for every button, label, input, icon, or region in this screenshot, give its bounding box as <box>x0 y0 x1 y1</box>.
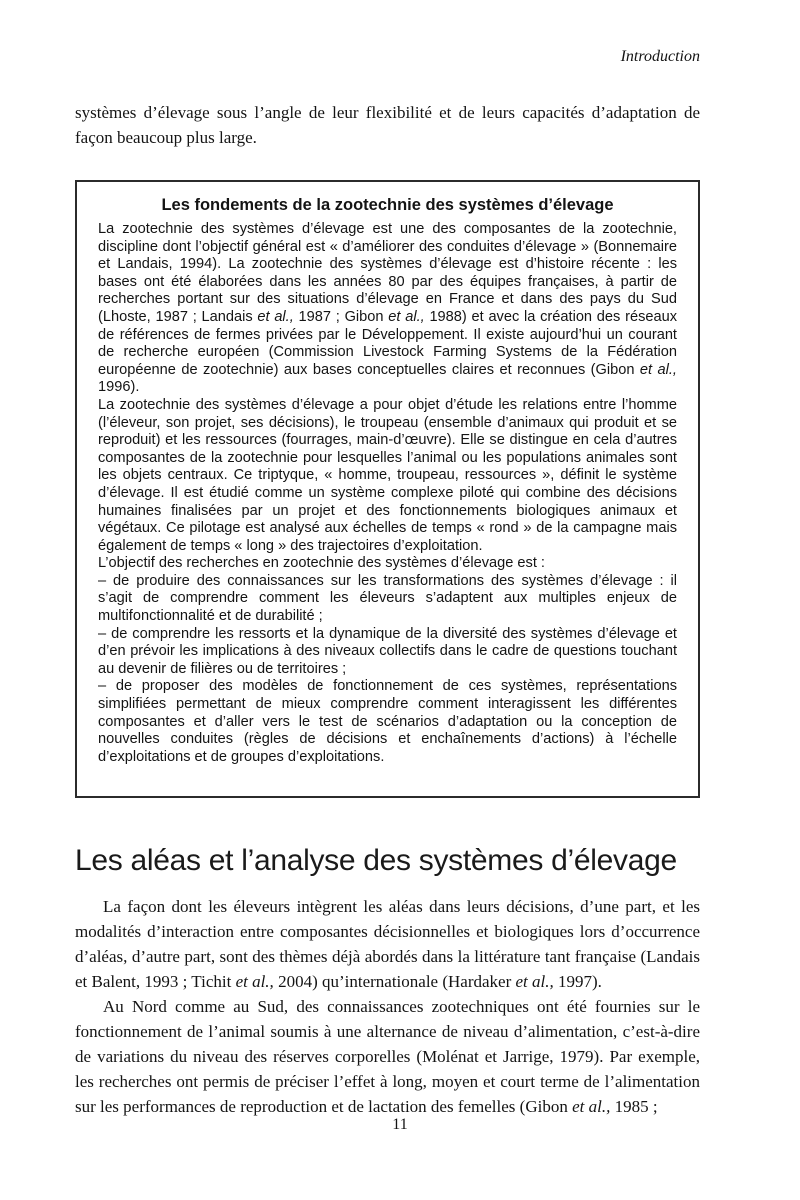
text-column <box>75 0 700 1119</box>
running-head: Introduction <box>620 48 700 65</box>
section-heading: Les aléas et l’analyse des systèmes d’élevage <box>75 844 677 878</box>
box-bullet-3: – de proposer des modèles de fonctionnement de ces systèmes, représentations simplifiées permettant de mieux comprendre comment interagissent les différentes composantes et d’aller vers le test de scénarios d’adaptation ou la conception de nouvelles conduites (règles de décisions et enchaînements d’actions) à l’échelle d’exploitations et de groupes d’exploitations. <box>98 678 677 765</box>
box-title: Les fondements de la zootechnie des systèmes d’élevage <box>161 196 614 214</box>
page-number: 11 <box>392 1116 408 1133</box>
body-paragraph-1: La façon dont les éleveurs intègrent les aléas dans leurs décisions, d’une part, et les modalités d’interaction entre composantes décisionnelles et biologiques lors d’occurrence d’aléas, d’autre part, sont des thèmes déjà abordés dans la littérature tant française (Landais et Balent, 1993 ; Tichit et al., 2004) qu’internationale (Hardaker et al., 1997). <box>75 897 700 992</box>
box-bullet-1: – de produire des connaissances sur les transformations des systèmes d’élevage : il s’agit de comprendre comment les éleveurs s’adaptent aux multiples enjeux de multifonctionnalité et de durabilité ; <box>98 572 677 625</box>
continuation-paragraph: systèmes d’élevage sous l’angle de leur flexibilité et de leurs capacités d’adaptation de façon beaucoup plus large. <box>75 103 700 147</box>
box-bullet-2: – de comprendre les ressorts et la dynamique de la diversité des systèmes d’élevage et d’en prévoir les implications à des niveaux collectifs dans le cadre de questions touchant au devenir de filières ou de territoires ; <box>98 625 677 677</box>
box-paragraph-1: La zootechnie des systèmes d’élevage est une des composantes de la zootechnie, discipline dont l’objectif général est « d’améliorer des conduites d’élevage » (Bonnemaire et Landais, 1994). La zootechnie des systèmes d’élevage est d’histoire récente : les bases ont été élaborées dans les années 80 par des équipes françaises, à partir de recherches portant sur des situations d’élevage en France et dans des pays du Sud (Lhoste, 1987 ; Landais et al., 1987 ; Gibon et al., 1988) et avec la création des réseaux de références de fermes privées par le Développement. Il existe aujourd’hui un courant de recherche européen (Commission Livestock Farming Systems de la Fédération européenne de zootechnie) aux bases conceptuelles claires et reconnues (Gibon et al., 1996). <box>98 221 678 396</box>
body-paragraph-2: Au Nord comme au Sud, des connaissances zootechniques ont été fournies sur le fonctionnement de l’animal soumis à une alternance de niveau d’alimentation, c’est-à-dire de variations du niveau des réserves corporelles (Molénat et Jarrige, 1979). Par exemple, les recherches ont permis de préciser l’effet à long, moyen et court terme de l’alimentation sur les performances de reproduction et de lactation des femelles (Gibon et al., 1985 ; <box>75 997 700 1117</box>
box-paragraph-2: La zootechnie des systèmes d’élevage a pour objet d’étude les relations entre l’homme (l’éleveur, son projet, ses décisions), le troupeau (ensemble d’animaux qui produit et se reproduit) et les ressources (fourrages, main-d’œuvre). Elle se distingue en cela d’autres composantes de la zootechnie pour lesquelles l’animal ou les populations animales sont les objets centraux. Ce triptyque, « homme, troupeau, ressources », définit le système d’élevage. Il est étudié comme un système complexe piloté qui combine des décisions humaines finalisées par un projet et des fonctionnements biologiques animaux et végétaux. Ce pilotage est analysé aux échelles de temps « rond » de la campagne mais également de temps « long » des trajectoires d’exploitation. <box>98 396 677 554</box>
box-paragraph-3: L’objectif des recherches en zootechnie des systèmes d’élevage est : <box>98 555 545 572</box>
highlight-box <box>75 180 700 798</box>
